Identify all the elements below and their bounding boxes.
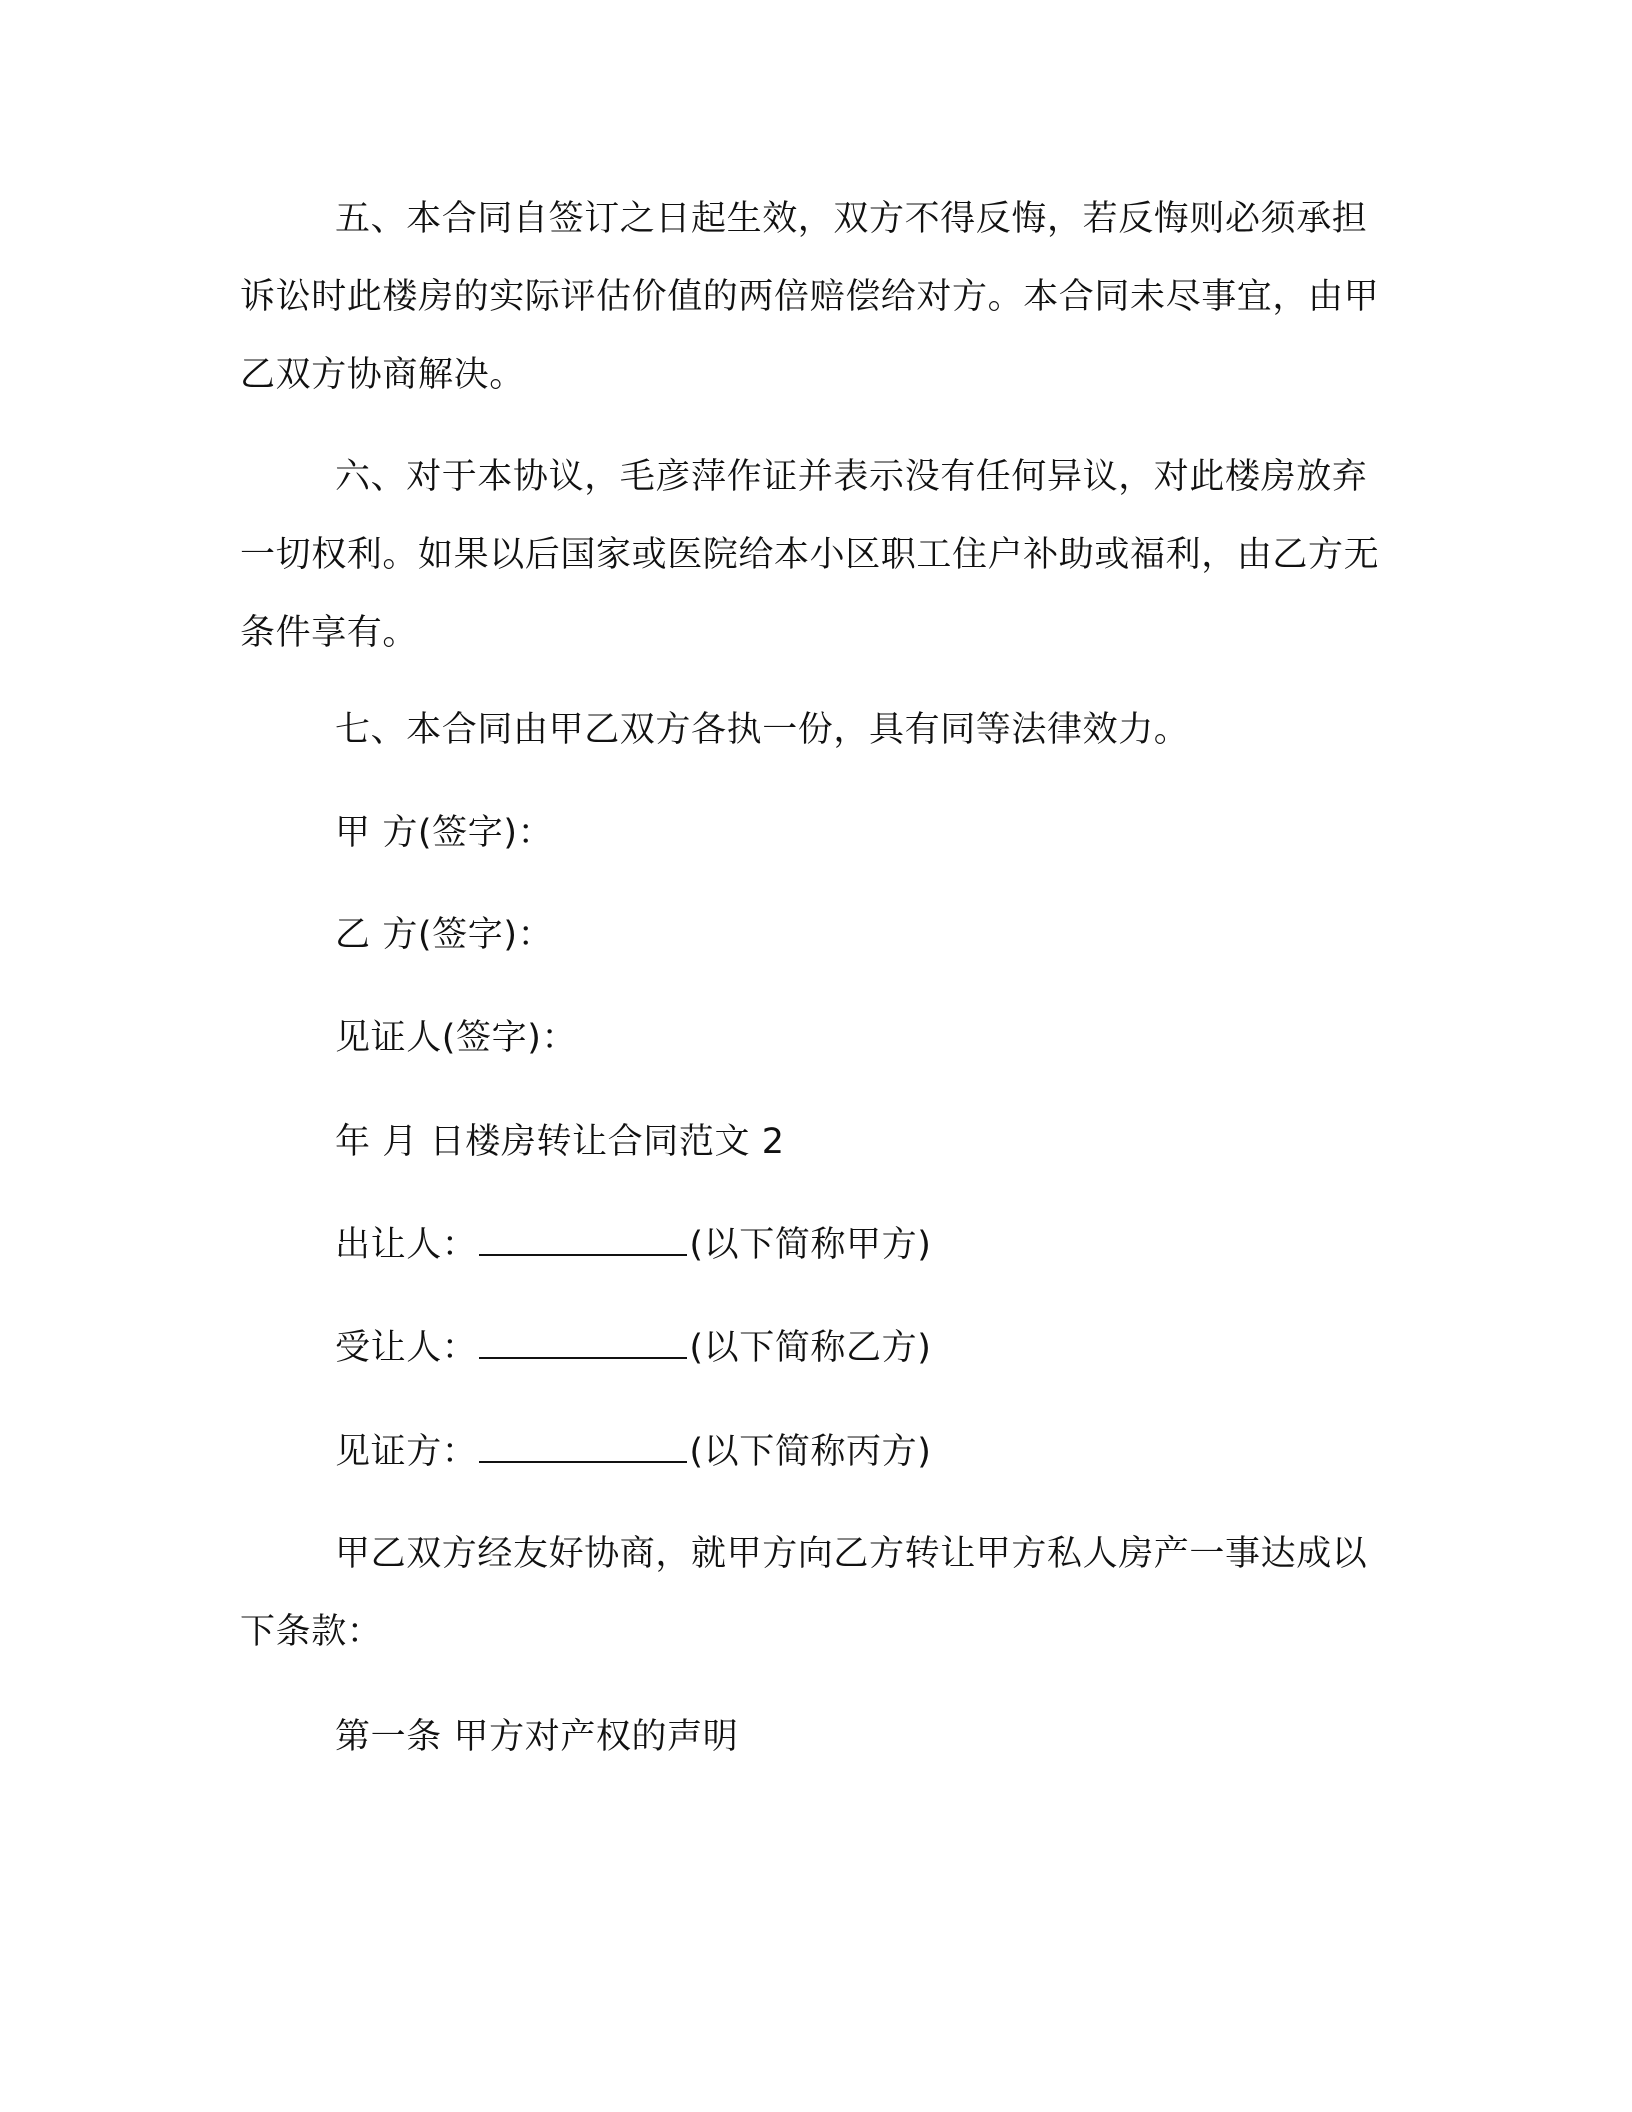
transferee-suffix: (以下简称乙方) [689,1328,932,1368]
witness-party-blank [479,1427,687,1463]
transferor-suffix: (以下简称甲方) [689,1225,932,1265]
transferee-blank [479,1323,687,1359]
clause-5: 五、本合同自签订之日起生效，双方不得反悔，若反悔则必须承担诉讼时此楼房的实际评估价值的两倍赔偿给对方。本合同未尽事宜，由甲乙双方协商解决。 [240,199,1380,395]
party-b-signature-line: 乙 方(签字)： [335,915,554,955]
date-and-title-line: 年 月 日楼房转让合同范文 2 [335,1122,785,1162]
witness-signature-line: 见证人(签字)： [335,1018,578,1058]
witness-party-line [335,1427,932,1477]
clause-7: 七、本合同由甲乙双方各执一份，具有同等法律效力。 [335,710,1190,750]
intro-paragraph: 甲乙双方经友好协商，就甲方向乙方转让甲方私人房产一事达成以下条款： [240,1534,1368,1652]
witness-party-label: 见证方： [335,1432,478,1472]
clause-6: 六、对于本协议，毛彦萍作证并表示没有任何异议，对此楼房放弃一切权利。如果以后国家或医院给本小区职工住户补助或福利，由乙方无条件享有。 [240,457,1380,653]
witness-party-suffix: (以下简称丙方) [689,1432,932,1472]
transferor-blank [479,1220,687,1256]
party-a-signature-line: 甲 方(签字)： [335,813,554,853]
transferor-label: 出让人： [335,1225,478,1265]
article-1-title: 第一条 甲方对产权的声明 [335,1717,739,1757]
transferor-line [335,1220,932,1270]
transferee-line [335,1323,932,1373]
transferee-label: 受让人： [335,1328,478,1368]
